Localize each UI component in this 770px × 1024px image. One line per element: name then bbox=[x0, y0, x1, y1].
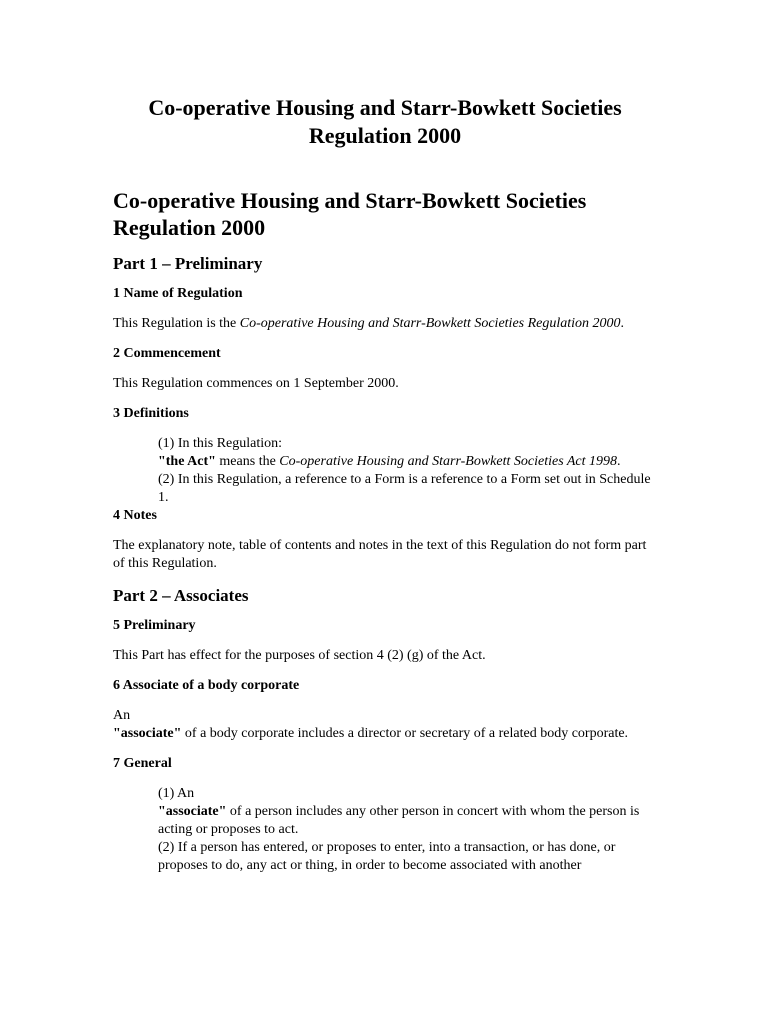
document-title bbox=[100, 94, 670, 150]
part-2-heading: Part 2 – Associates bbox=[113, 586, 249, 605]
section-7-heading: 7 General bbox=[113, 756, 172, 771]
section-6-text bbox=[113, 707, 658, 743]
section-3-definitions bbox=[158, 435, 658, 507]
document-title-line-1: Co-operative Housing and Starr-Bowkett Societies bbox=[148, 95, 622, 120]
section-7-body bbox=[158, 785, 658, 875]
defined-term-associate: "associate" bbox=[113, 726, 182, 741]
section-1-text-pre: This Regulation is the bbox=[113, 316, 240, 331]
act-name: Co-operative Housing and Starr-Bowkett Societies Act 1998 bbox=[279, 454, 618, 469]
section-3-heading: 3 Definitions bbox=[113, 406, 189, 421]
defined-term-the-act: "the Act" bbox=[158, 454, 216, 469]
section-7-sub1-text: of a person includes any other person in concert with whom the person is acting or proposes to act. bbox=[158, 804, 640, 837]
section-3-definition-act bbox=[158, 453, 658, 471]
section-7-sub2: (2) If a person has entered, or proposes to enter, into a transaction, or has done, or proposes to do, any act or thing, in order to become associated with another bbox=[158, 840, 616, 873]
part-1-heading: Part 1 – Preliminary bbox=[113, 254, 263, 273]
section-6-intro: An bbox=[113, 708, 131, 723]
section-7-sub1-intro: (1) An bbox=[158, 786, 195, 801]
document-title-line-2: Regulation 2000 bbox=[308, 123, 462, 148]
section-5-heading: 5 Preliminary bbox=[113, 618, 196, 633]
section-4-text: The explanatory note, table of contents and notes in the text of this Regulation do not form part of this Regulation. bbox=[113, 538, 647, 571]
defined-term-associate-person: "associate" bbox=[158, 804, 227, 819]
section-4-heading: 4 Notes bbox=[113, 508, 157, 523]
section-6-definition: of a body corporate includes a director or secretary of a related body corporate. bbox=[181, 726, 629, 741]
section-2-heading: 2 Commencement bbox=[113, 346, 221, 361]
section-1-heading: 1 Name of Regulation bbox=[113, 286, 243, 301]
definition-means: means the bbox=[215, 454, 280, 469]
section-5-text: This Part has effect for the purposes of section 4 (2) (g) of the Act. bbox=[113, 648, 486, 663]
section-2-text: This Regulation commences on 1 September 2000. bbox=[113, 376, 399, 391]
section-1-text bbox=[113, 315, 658, 333]
section-1-text-post: . bbox=[620, 316, 625, 331]
act-name-post: . bbox=[617, 454, 621, 469]
section-3-sub1-intro: (1) In this Regulation: bbox=[158, 436, 283, 451]
section-7-sub1-definition bbox=[158, 803, 658, 839]
document-body bbox=[113, 187, 658, 875]
regulation-heading: Co-operative Housing and Starr-Bowkett Societies Regulation 2000 bbox=[113, 188, 587, 240]
section-3-sub2: (2) In this Regulation, a reference to a Form is a reference to a Form set out in Schedule 1. bbox=[158, 472, 651, 505]
section-1-regulation-name: Co-operative Housing and Starr-Bowkett Societies Regulation 2000 bbox=[239, 316, 621, 331]
section-6-heading: 6 Associate of a body corporate bbox=[113, 678, 300, 693]
